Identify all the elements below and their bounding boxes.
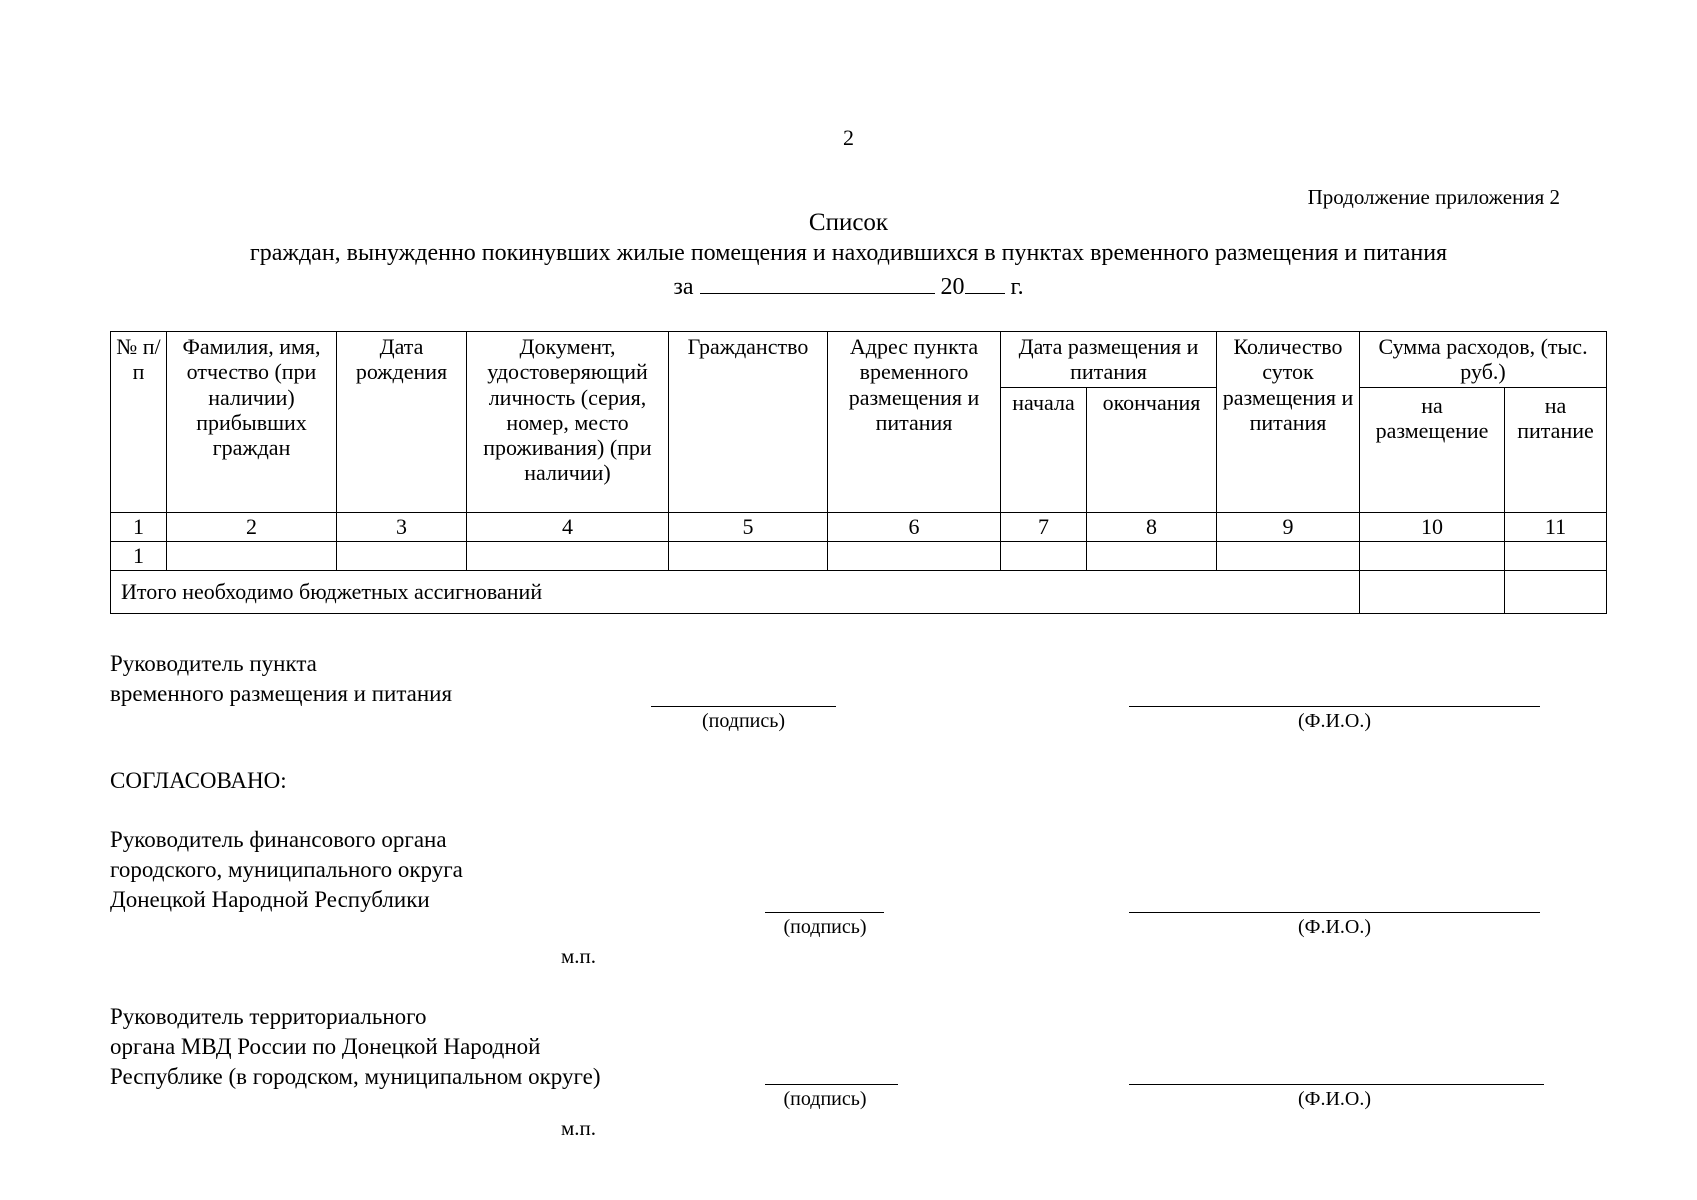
column-number: 6 [828, 513, 1001, 542]
finance-signature-line[interactable] [765, 912, 884, 913]
table-cell[interactable] [167, 542, 337, 571]
period-year-prefix: 20 [940, 274, 965, 300]
police-signature-line[interactable] [765, 1084, 898, 1085]
row-number: 1 [111, 542, 167, 571]
head-signature-line[interactable] [651, 706, 836, 707]
table-cell[interactable] [467, 542, 669, 571]
column-number: 11 [1505, 513, 1607, 542]
period-suffix: г. [1010, 274, 1024, 300]
total-label: Итого необходимо бюджетных ассигнований [111, 571, 1360, 614]
header-dates: Дата размещения и питания [1001, 332, 1217, 388]
total-row [111, 571, 1607, 614]
table-cell[interactable] [1087, 542, 1217, 571]
column-number: 8 [1087, 513, 1217, 542]
finance-signatory-label: Руководитель финансового органа городского, муниципального округа Донецкой Народной Республики [110, 827, 463, 912]
header-birth: Дата рождения [337, 332, 467, 513]
column-number: 2 [167, 513, 337, 542]
name-caption: (Ф.И.О.) [1297, 710, 1371, 732]
total-food-cell[interactable] [1505, 571, 1607, 614]
header-sum: Сумма расходов, (тыс. руб.) [1360, 332, 1607, 388]
column-number-row [111, 513, 1607, 542]
table-cell[interactable] [828, 542, 1001, 571]
signature-caption: (подпись) [783, 1088, 867, 1110]
stamp-place: м.п. [561, 944, 597, 968]
citizens-table [110, 331, 1607, 614]
name-caption: (Ф.И.О.) [1297, 916, 1371, 938]
header-citizenship: Гражданство [669, 332, 828, 513]
finance-name-line[interactable] [1129, 912, 1540, 913]
header-sum-placement: на размещение [1360, 388, 1505, 513]
table-cell[interactable] [1001, 542, 1087, 571]
table-cell[interactable] [1360, 542, 1505, 571]
table-cell[interactable] [1505, 542, 1607, 571]
header-num: № п/п [111, 332, 167, 513]
head-name-line[interactable] [1129, 706, 1540, 707]
header-row [111, 332, 1607, 388]
stamp-place: м.п. [561, 1116, 597, 1140]
table-cell[interactable] [1217, 542, 1360, 571]
column-number: 10 [1360, 513, 1505, 542]
period-blank[interactable] [700, 271, 935, 294]
column-number: 5 [669, 513, 828, 542]
signature-caption: (подпись) [701, 710, 786, 732]
column-number: 9 [1217, 513, 1360, 542]
period-line [0, 271, 1697, 301]
agreed-heading: СОГЛАСОВАНО: [110, 768, 287, 793]
total-placement-cell[interactable] [1360, 571, 1505, 614]
header-address: Адрес пункта временного размещения и питания [828, 332, 1001, 513]
header-sum-food: на питание [1505, 388, 1607, 513]
page-number: 2 [843, 125, 854, 150]
document-subtitle: граждан, вынужденно покинувших жилые помещения и находившихся в пунктах временного размещения и питания [249, 240, 1448, 266]
table-cell[interactable] [669, 542, 828, 571]
appendix-label: Продолжение приложения 2 [1307, 185, 1560, 209]
head-signatory-label: Руководитель пункта временного размещения и питания [110, 651, 453, 706]
period-prefix: за [673, 274, 694, 300]
police-signatory-label: Руководитель территориального органа МВД России по Донецкой Народной Республике (в городском, муниципальном округе) [110, 1004, 601, 1089]
table-cell[interactable] [337, 542, 467, 571]
table-row [111, 542, 1607, 571]
column-number: 4 [467, 513, 669, 542]
signature-caption: (подпись) [783, 916, 867, 938]
header-fio: Фамилия, имя, отчество (при наличии) прибывших граждан [167, 332, 337, 513]
column-number: 1 [111, 513, 167, 542]
police-name-line[interactable] [1129, 1084, 1544, 1085]
header-date-end: окончания [1087, 388, 1217, 513]
header-days: Количество суток размещения и питания [1217, 332, 1360, 513]
header-date-start: начала [1001, 388, 1087, 513]
header-document: Документ, удостоверяющий личность (серия, номер, место проживания) (при наличии) [467, 332, 669, 513]
year-blank[interactable] [965, 271, 1005, 294]
column-number: 3 [337, 513, 467, 542]
column-number: 7 [1001, 513, 1087, 542]
document-title: Список [808, 209, 889, 236]
name-caption: (Ф.И.О.) [1297, 1088, 1371, 1110]
